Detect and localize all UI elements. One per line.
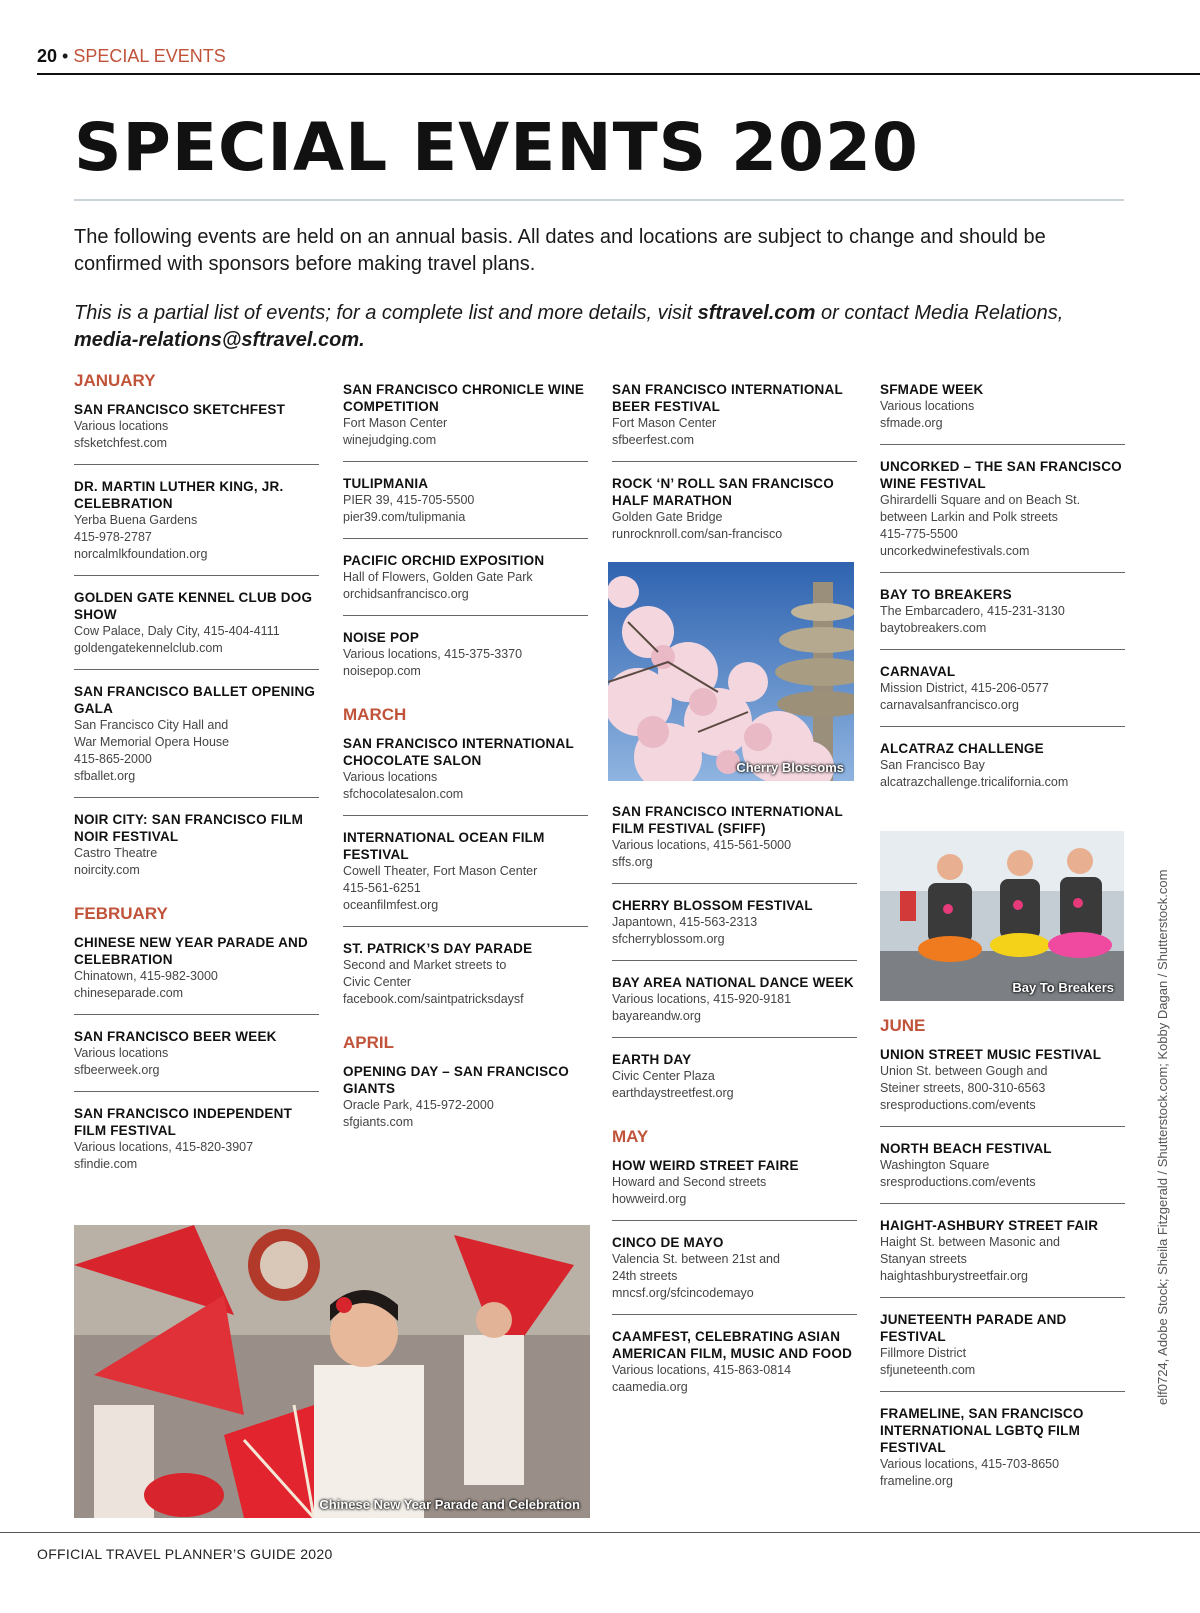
event-item bbox=[343, 735, 588, 816]
event-website[interactable]: sfbeerfest.com bbox=[612, 433, 694, 447]
event-name: ALCATRAZ CHALLENGE bbox=[880, 741, 1044, 756]
event-location: Second and Market streets to bbox=[343, 958, 507, 972]
event-website[interactable]: bayareandw.org bbox=[612, 1009, 701, 1023]
event-location: Fort Mason Center bbox=[612, 416, 717, 430]
event-item bbox=[612, 1328, 857, 1408]
event-location: Various locations bbox=[74, 419, 169, 433]
event-website[interactable]: sffs.org bbox=[612, 855, 653, 869]
cherry-blossoms-image bbox=[608, 562, 854, 781]
event-name: SAN FRANCISCO INTERNATIONAL CHOCOLATE SALON bbox=[343, 736, 574, 768]
event-location: Oracle Park, 415-972-2000 bbox=[343, 1098, 494, 1112]
event-website[interactable]: runrocknroll.com/san-francisco bbox=[612, 527, 783, 541]
event-location: Hall of Flowers, Golden Gate Park bbox=[343, 570, 533, 584]
event-website[interactable]: goldengatekennelclub.com bbox=[74, 641, 223, 655]
event-website[interactable]: carnavalsanfrancisco.org bbox=[880, 698, 1019, 712]
event-name: BAY AREA NATIONAL DANCE WEEK bbox=[612, 975, 854, 990]
event-website[interactable]: sfbeerweek.org bbox=[74, 1063, 160, 1077]
event-location: Various locations, 415-863-0814 bbox=[612, 1363, 792, 1377]
event-name: SAN FRANCISCO CHRONICLE WINE COMPETITION bbox=[343, 382, 585, 414]
event-location: Civic Center Plaza bbox=[612, 1069, 715, 1083]
event-website[interactable]: sfchocolatesalon.com bbox=[343, 787, 464, 801]
event-name: NOIR CITY: SAN FRANCISCO FILM NOIR FESTIVAL bbox=[74, 812, 304, 844]
event-location: Various locations, 415-920-9181 bbox=[612, 992, 792, 1006]
event-item bbox=[612, 381, 857, 462]
events-column-4-top bbox=[880, 381, 1125, 816]
event-item bbox=[880, 1046, 1125, 1127]
event-location: Various locations bbox=[343, 770, 438, 784]
event-phone: 415-561-6251 bbox=[343, 881, 421, 895]
title-rule bbox=[74, 199, 1124, 201]
event-name: HAIGHT-ASHBURY STREET FAIR bbox=[880, 1218, 1099, 1233]
event-location: Mission District, 415-206-0577 bbox=[880, 681, 1049, 695]
event-location: Washington Square bbox=[880, 1158, 990, 1172]
event-item bbox=[343, 940, 588, 1020]
event-name: ROCK ‘N’ ROLL SAN FRANCISCO HALF MARATHON bbox=[612, 476, 834, 508]
event-name: SAN FRANCISCO BALLET OPENING GALA bbox=[74, 684, 316, 716]
event-name: ST. PATRICK’S DAY PARADE bbox=[343, 941, 533, 956]
event-item bbox=[74, 811, 319, 891]
page-header bbox=[37, 46, 226, 67]
event-website[interactable]: noircity.com bbox=[74, 863, 140, 877]
event-website[interactable]: haightashburystreetfair.org bbox=[880, 1269, 1029, 1283]
event-location: Golden Gate Bridge bbox=[612, 510, 723, 524]
event-item bbox=[74, 589, 319, 670]
month-june: JUNE bbox=[880, 1016, 926, 1035]
events-column-3-bottom bbox=[612, 803, 857, 1421]
bay-to-breakers-photo bbox=[880, 831, 1124, 1001]
event-location: Civic Center bbox=[343, 975, 412, 989]
event-website[interactable]: howweird.org bbox=[612, 1192, 687, 1206]
event-website[interactable]: frameline.org bbox=[880, 1474, 953, 1488]
event-location: Steiner streets, 800-310-6563 bbox=[880, 1081, 1046, 1095]
event-location: San Francisco Bay bbox=[880, 758, 985, 772]
event-website[interactable]: sresproductions.com/events bbox=[880, 1175, 1036, 1189]
page-title: SPECIAL EVENTS 2020 bbox=[74, 109, 919, 186]
event-item bbox=[612, 897, 857, 961]
event-website[interactable]: sfsketchfest.com bbox=[74, 436, 168, 450]
page-footer: OFFICIAL TRAVEL PLANNER’S GUIDE 2020 bbox=[37, 1546, 333, 1562]
event-name: CARNAVAL bbox=[880, 664, 956, 679]
event-item bbox=[343, 475, 588, 539]
event-name: OPENING DAY – SAN FRANCISCO GIANTS bbox=[343, 1064, 569, 1096]
event-phone: 415-978-2787 bbox=[74, 530, 152, 544]
event-location: Japantown, 415-563-2313 bbox=[612, 915, 758, 929]
event-item bbox=[880, 458, 1125, 573]
event-location: PIER 39, 415-705-5500 bbox=[343, 493, 475, 507]
event-item bbox=[74, 478, 319, 576]
event-website[interactable]: norcalmlkfoundation.org bbox=[74, 547, 208, 561]
event-item bbox=[612, 1157, 857, 1221]
event-website[interactable]: winejudging.com bbox=[343, 433, 437, 447]
chinese-new-year-photo bbox=[74, 1225, 590, 1518]
event-website[interactable]: facebook.com/saintpatricksdaysf bbox=[343, 992, 524, 1006]
event-website[interactable]: caamedia.org bbox=[612, 1380, 688, 1394]
header-separator: • bbox=[62, 46, 69, 66]
note-middle: or contact Media Relations, bbox=[815, 302, 1064, 324]
intro-paragraph: The following events are held on an annual basis. All dates and locations are subject to change and should be confirmed with sponsors before making travel plans. bbox=[74, 226, 1046, 275]
event-item bbox=[612, 803, 857, 884]
event-phone: 415-865-2000 bbox=[74, 752, 152, 766]
photo-credit: elf0724, Adobe Stock; Sheila Fitzgerald / Shutterstock.com; Kobby Dagan / Shutterstock.com bbox=[1155, 869, 1170, 1405]
events-column-4-bottom bbox=[880, 1016, 1125, 1515]
event-name: BAY TO BREAKERS bbox=[880, 587, 1012, 602]
event-item bbox=[343, 1063, 588, 1143]
event-website[interactable]: sfjuneteenth.com bbox=[880, 1363, 976, 1377]
event-location: Castro Theatre bbox=[74, 846, 158, 860]
event-name: SAN FRANCISCO BEER WEEK bbox=[74, 1029, 277, 1044]
event-name: SAN FRANCISCO INDEPENDENT FILM FESTIVAL bbox=[74, 1106, 293, 1138]
event-location: Various locations, 415-820-3907 bbox=[74, 1140, 254, 1154]
event-name: SFMADE WEEK bbox=[880, 382, 984, 397]
event-website[interactable]: earthdaystreetfest.org bbox=[612, 1086, 734, 1100]
event-location: San Francisco City Hall and bbox=[74, 718, 229, 732]
photo-caption: Cherry Blossoms bbox=[736, 760, 844, 775]
event-name: TULIPMANIA bbox=[343, 476, 429, 491]
event-location: Cow Palace, Daly City, 415-404-4111 bbox=[74, 624, 280, 638]
event-website[interactable]: mncsf.org/sfcincodemayo bbox=[612, 1286, 754, 1300]
event-item bbox=[343, 829, 588, 927]
event-name: SAN FRANCISCO SKETCHFEST bbox=[74, 402, 286, 417]
event-item bbox=[880, 1140, 1125, 1204]
month-may: MAY bbox=[612, 1127, 649, 1146]
event-location: 24th streets bbox=[612, 1269, 678, 1283]
event-item bbox=[880, 381, 1125, 445]
event-name: INTERNATIONAL OCEAN FILM FESTIVAL bbox=[343, 830, 545, 862]
email-link[interactable]: media-relations@sftravel.com bbox=[74, 329, 360, 351]
event-website[interactable]: orchidsanfrancisco.org bbox=[343, 587, 469, 601]
event-item bbox=[880, 740, 1125, 803]
event-website[interactable]: baytobreakers.com bbox=[880, 621, 987, 635]
event-location: Howard and Second streets bbox=[612, 1175, 767, 1189]
event-location: The Embarcadero, 415-231-3130 bbox=[880, 604, 1065, 618]
event-item bbox=[612, 1051, 857, 1114]
event-item bbox=[880, 663, 1125, 727]
event-location: Various locations bbox=[74, 1046, 169, 1060]
event-location: Haight St. between Masonic and bbox=[880, 1235, 1060, 1249]
note-prefix: This is a partial list of events; for a complete list and more details, visit bbox=[74, 302, 698, 324]
event-website[interactable]: noisepop.com bbox=[343, 664, 421, 678]
event-name: CINCO DE MAYO bbox=[612, 1235, 724, 1250]
header-rule bbox=[37, 73, 1200, 75]
event-website[interactable]: pier39.com/tulipmania bbox=[343, 510, 466, 524]
events-column-3-top bbox=[612, 381, 857, 568]
note-paragraph bbox=[74, 300, 1074, 354]
event-phone: 415-775-5500 bbox=[880, 527, 958, 541]
footer-rule bbox=[0, 1532, 1200, 1533]
event-item bbox=[880, 1405, 1125, 1502]
section-name: SPECIAL EVENTS bbox=[73, 46, 226, 66]
page-number: 20 bbox=[37, 46, 58, 66]
event-website[interactable]: sfmade.org bbox=[880, 416, 943, 430]
event-name: FRAMELINE, SAN FRANCISCO INTERNATIONAL LGBTQ FILM FESTIVAL bbox=[880, 1406, 1084, 1455]
event-item bbox=[880, 1311, 1125, 1392]
month-april: APRIL bbox=[343, 1033, 394, 1052]
event-name: GOLDEN GATE KENNEL CLUB DOG SHOW bbox=[74, 590, 313, 622]
month-january: JANUARY bbox=[74, 371, 156, 390]
bay-to-breakers-image bbox=[880, 831, 1124, 1001]
event-location: between Larkin and Polk streets bbox=[880, 510, 1058, 524]
event-name: UNION STREET MUSIC FESTIVAL bbox=[880, 1047, 1102, 1062]
event-item bbox=[612, 1234, 857, 1315]
event-location: Various locations bbox=[880, 399, 975, 413]
cherry-blossoms-photo bbox=[608, 562, 854, 781]
event-website[interactable]: sfcherryblossom.org bbox=[612, 932, 725, 946]
month-march: MARCH bbox=[343, 705, 407, 724]
event-website[interactable]: sfgiants.com bbox=[343, 1115, 414, 1129]
event-name: SAN FRANCISCO INTERNATIONAL FILM FESTIVAL (SFIFF) bbox=[612, 804, 843, 836]
event-name: DR. MARTIN LUTHER KING, JR. CELEBRATION bbox=[74, 479, 284, 511]
event-item bbox=[880, 586, 1125, 650]
event-name: PACIFIC ORCHID EXPOSITION bbox=[343, 553, 545, 568]
photo-caption: Bay To Breakers bbox=[1012, 980, 1114, 995]
event-item bbox=[343, 629, 588, 692]
event-location: Cowell Theater, Fort Mason Center bbox=[343, 864, 538, 878]
events-column-2 bbox=[343, 381, 588, 1156]
events-column-1 bbox=[74, 371, 319, 1198]
event-name: CHINESE NEW YEAR PARADE AND CELEBRATION bbox=[74, 935, 308, 967]
event-website[interactable]: sresproductions.com/events bbox=[880, 1098, 1036, 1112]
event-name: HOW WEIRD STREET FAIRE bbox=[612, 1158, 799, 1173]
chinese-new-year-image bbox=[74, 1225, 590, 1518]
event-item bbox=[343, 381, 588, 462]
event-location: Stanyan streets bbox=[880, 1252, 967, 1266]
event-location: Various locations, 415-561-5000 bbox=[612, 838, 792, 852]
event-item bbox=[612, 974, 857, 1038]
event-name: JUNETEENTH PARADE AND FESTIVAL bbox=[880, 1312, 1067, 1344]
event-name: UNCORKED – THE SAN FRANCISCO WINE FESTIVAL bbox=[880, 459, 1122, 491]
event-item bbox=[880, 1217, 1125, 1298]
event-website[interactable]: uncorkedwinefestivals.com bbox=[880, 544, 1030, 558]
month-february: FEBRUARY bbox=[74, 904, 168, 923]
event-location: Ghirardelli Square and on Beach St. bbox=[880, 493, 1081, 507]
event-location: Yerba Buena Gardens bbox=[74, 513, 198, 527]
event-location: Union St. between Gough and bbox=[880, 1064, 1048, 1078]
event-name: CAAMFEST, CELEBRATING ASIAN AMERICAN FILM, MUSIC AND FOOD bbox=[612, 1329, 853, 1361]
event-website[interactable]: chineseparade.com bbox=[74, 986, 184, 1000]
event-location: Chinatown, 415-982-3000 bbox=[74, 969, 218, 983]
event-name: SAN FRANCISCO INTERNATIONAL BEER FESTIVAL bbox=[612, 382, 843, 414]
event-item bbox=[74, 1028, 319, 1092]
event-location: Fillmore District bbox=[880, 1346, 967, 1360]
event-name: CHERRY BLOSSOM FESTIVAL bbox=[612, 898, 813, 913]
event-location: Various locations, 415-703-8650 bbox=[880, 1457, 1060, 1471]
event-website[interactable]: sfindie.com bbox=[74, 1157, 138, 1171]
event-item bbox=[74, 683, 319, 798]
event-name: NORTH BEACH FESTIVAL bbox=[880, 1141, 1052, 1156]
photo-caption: Chinese New Year Parade and Celebration bbox=[319, 1497, 580, 1512]
event-item bbox=[74, 1105, 319, 1185]
event-item bbox=[74, 401, 319, 465]
event-name: NOISE POP bbox=[343, 630, 420, 645]
event-location: Various locations, 415-375-3370 bbox=[343, 647, 523, 661]
note-suffix: . bbox=[359, 329, 365, 351]
event-location: Valencia St. between 21st and bbox=[612, 1252, 780, 1266]
event-item bbox=[74, 934, 319, 1015]
event-item bbox=[612, 475, 857, 555]
event-website[interactable]: sfballet.org bbox=[74, 769, 136, 783]
event-name: EARTH DAY bbox=[612, 1052, 692, 1067]
event-location: Fort Mason Center bbox=[343, 416, 448, 430]
event-website[interactable]: alcatrazchallenge.tricalifornia.com bbox=[880, 775, 1069, 789]
site-link[interactable]: sftravel.com bbox=[697, 302, 816, 324]
event-location: War Memorial Opera House bbox=[74, 735, 230, 749]
event-website[interactable]: oceanfilmfest.org bbox=[343, 898, 439, 912]
event-item bbox=[343, 552, 588, 616]
